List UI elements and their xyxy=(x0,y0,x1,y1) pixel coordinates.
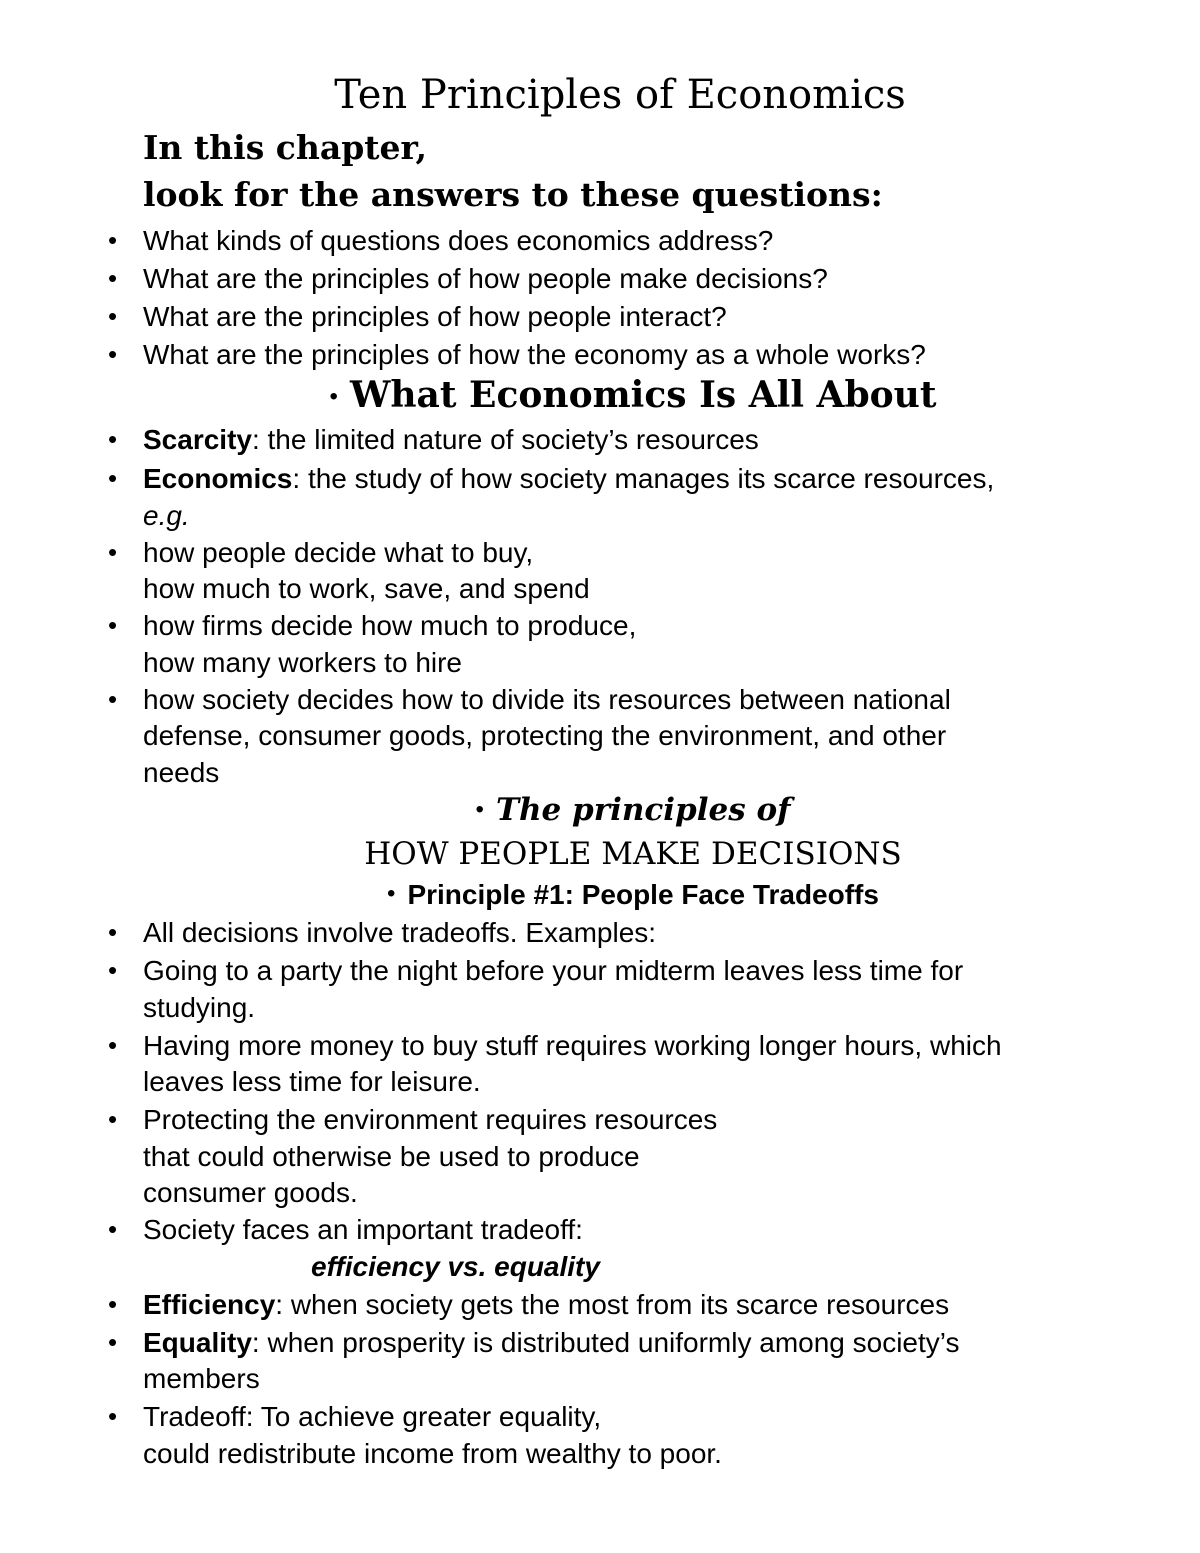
list-item: • how people decide what to buy, xyxy=(143,534,533,571)
list-item: • Tradeoff: To achieve greater equality, xyxy=(143,1398,601,1435)
section-heading-italic: The principles of xyxy=(495,792,791,828)
eg-label: e.g. xyxy=(143,500,190,531)
list-item: • Having more money to buy stuff requires working longer hours, which xyxy=(143,1027,1002,1064)
term-efficiency: Efficiency xyxy=(143,1289,276,1320)
bullet-icon: • xyxy=(387,880,396,907)
list-item-continuation: leaves less time for leisure. xyxy=(143,1066,481,1097)
list-item-continuation: defense, consumer goods, protecting the environment, and other xyxy=(143,720,947,751)
section-heading-text: What Economics Is All About xyxy=(349,374,937,416)
list-item-continuation: that could otherwise be used to produce xyxy=(143,1141,640,1172)
section-heading-principles xyxy=(0,790,1200,830)
intro-line-2: look for the answers to these questions: xyxy=(143,175,883,214)
intro-line-1: In this chapter, xyxy=(143,128,428,167)
list-item: • how society decides how to divide its resources between national xyxy=(143,681,951,718)
term-equality: Equality xyxy=(143,1327,252,1358)
list-item-continuation: could redistribute income from wealthy to poor. xyxy=(143,1438,722,1469)
definition-text: : when society gets the most from its scarce resources xyxy=(275,1289,950,1320)
list-item-continuation: consumer goods. xyxy=(143,1177,358,1208)
bullet-icon: • xyxy=(329,383,338,410)
question-item: • What are the principles of how people interact? xyxy=(143,298,727,335)
list-item-continuation: studying. xyxy=(143,992,256,1023)
definition-economics xyxy=(143,460,994,497)
list-item-continuation: needs xyxy=(143,757,220,788)
bullet-icon: • xyxy=(475,796,484,823)
definition-text: : the study of how society manages its scarce resources, xyxy=(292,463,995,494)
list-item-continuation: how many workers to hire xyxy=(143,647,463,678)
definition-text: : the limited nature of society’s resources xyxy=(251,424,759,455)
definition-text: : when prosperity is distributed uniformly among society’s xyxy=(251,1327,960,1358)
question-item: • What are the principles of how the economy as a whole works? xyxy=(143,336,926,373)
question-item: • What are the principles of how people make decisions? xyxy=(143,260,828,297)
question-item: • What kinds of questions does economics address? xyxy=(143,222,773,259)
list-item: • Protecting the environment requires resources xyxy=(143,1101,717,1138)
emphasis-efficiency-equality: efficiency vs. equality xyxy=(311,1251,600,1282)
principle-heading xyxy=(0,876,1200,913)
list-item: • how firms decide how much to produce, xyxy=(143,607,636,644)
definition-scarcity xyxy=(143,421,759,458)
list-item: • All decisions involve tradeoffs. Examples: xyxy=(143,914,656,951)
list-item: • Society faces an important tradeoff: xyxy=(143,1211,583,1248)
term-scarcity: Scarcity xyxy=(143,424,252,455)
list-item-continuation: how much to work, save, and spend xyxy=(143,573,590,604)
list-item-continuation: members xyxy=(143,1363,260,1394)
section-heading-economics xyxy=(0,373,1200,419)
section-heading-caps: HOW PEOPLE MAKE DECISIONS xyxy=(364,836,902,872)
principle-heading-text: Principle #1: People Face Tradeoffs xyxy=(407,879,879,910)
definition-equality xyxy=(143,1324,960,1361)
definition-efficiency xyxy=(143,1286,949,1323)
page-title: Ten Principles of Economics xyxy=(334,72,906,118)
list-item: • Going to a party the night before your midterm leaves less time for xyxy=(143,952,963,989)
term-economics: Economics xyxy=(143,463,293,494)
